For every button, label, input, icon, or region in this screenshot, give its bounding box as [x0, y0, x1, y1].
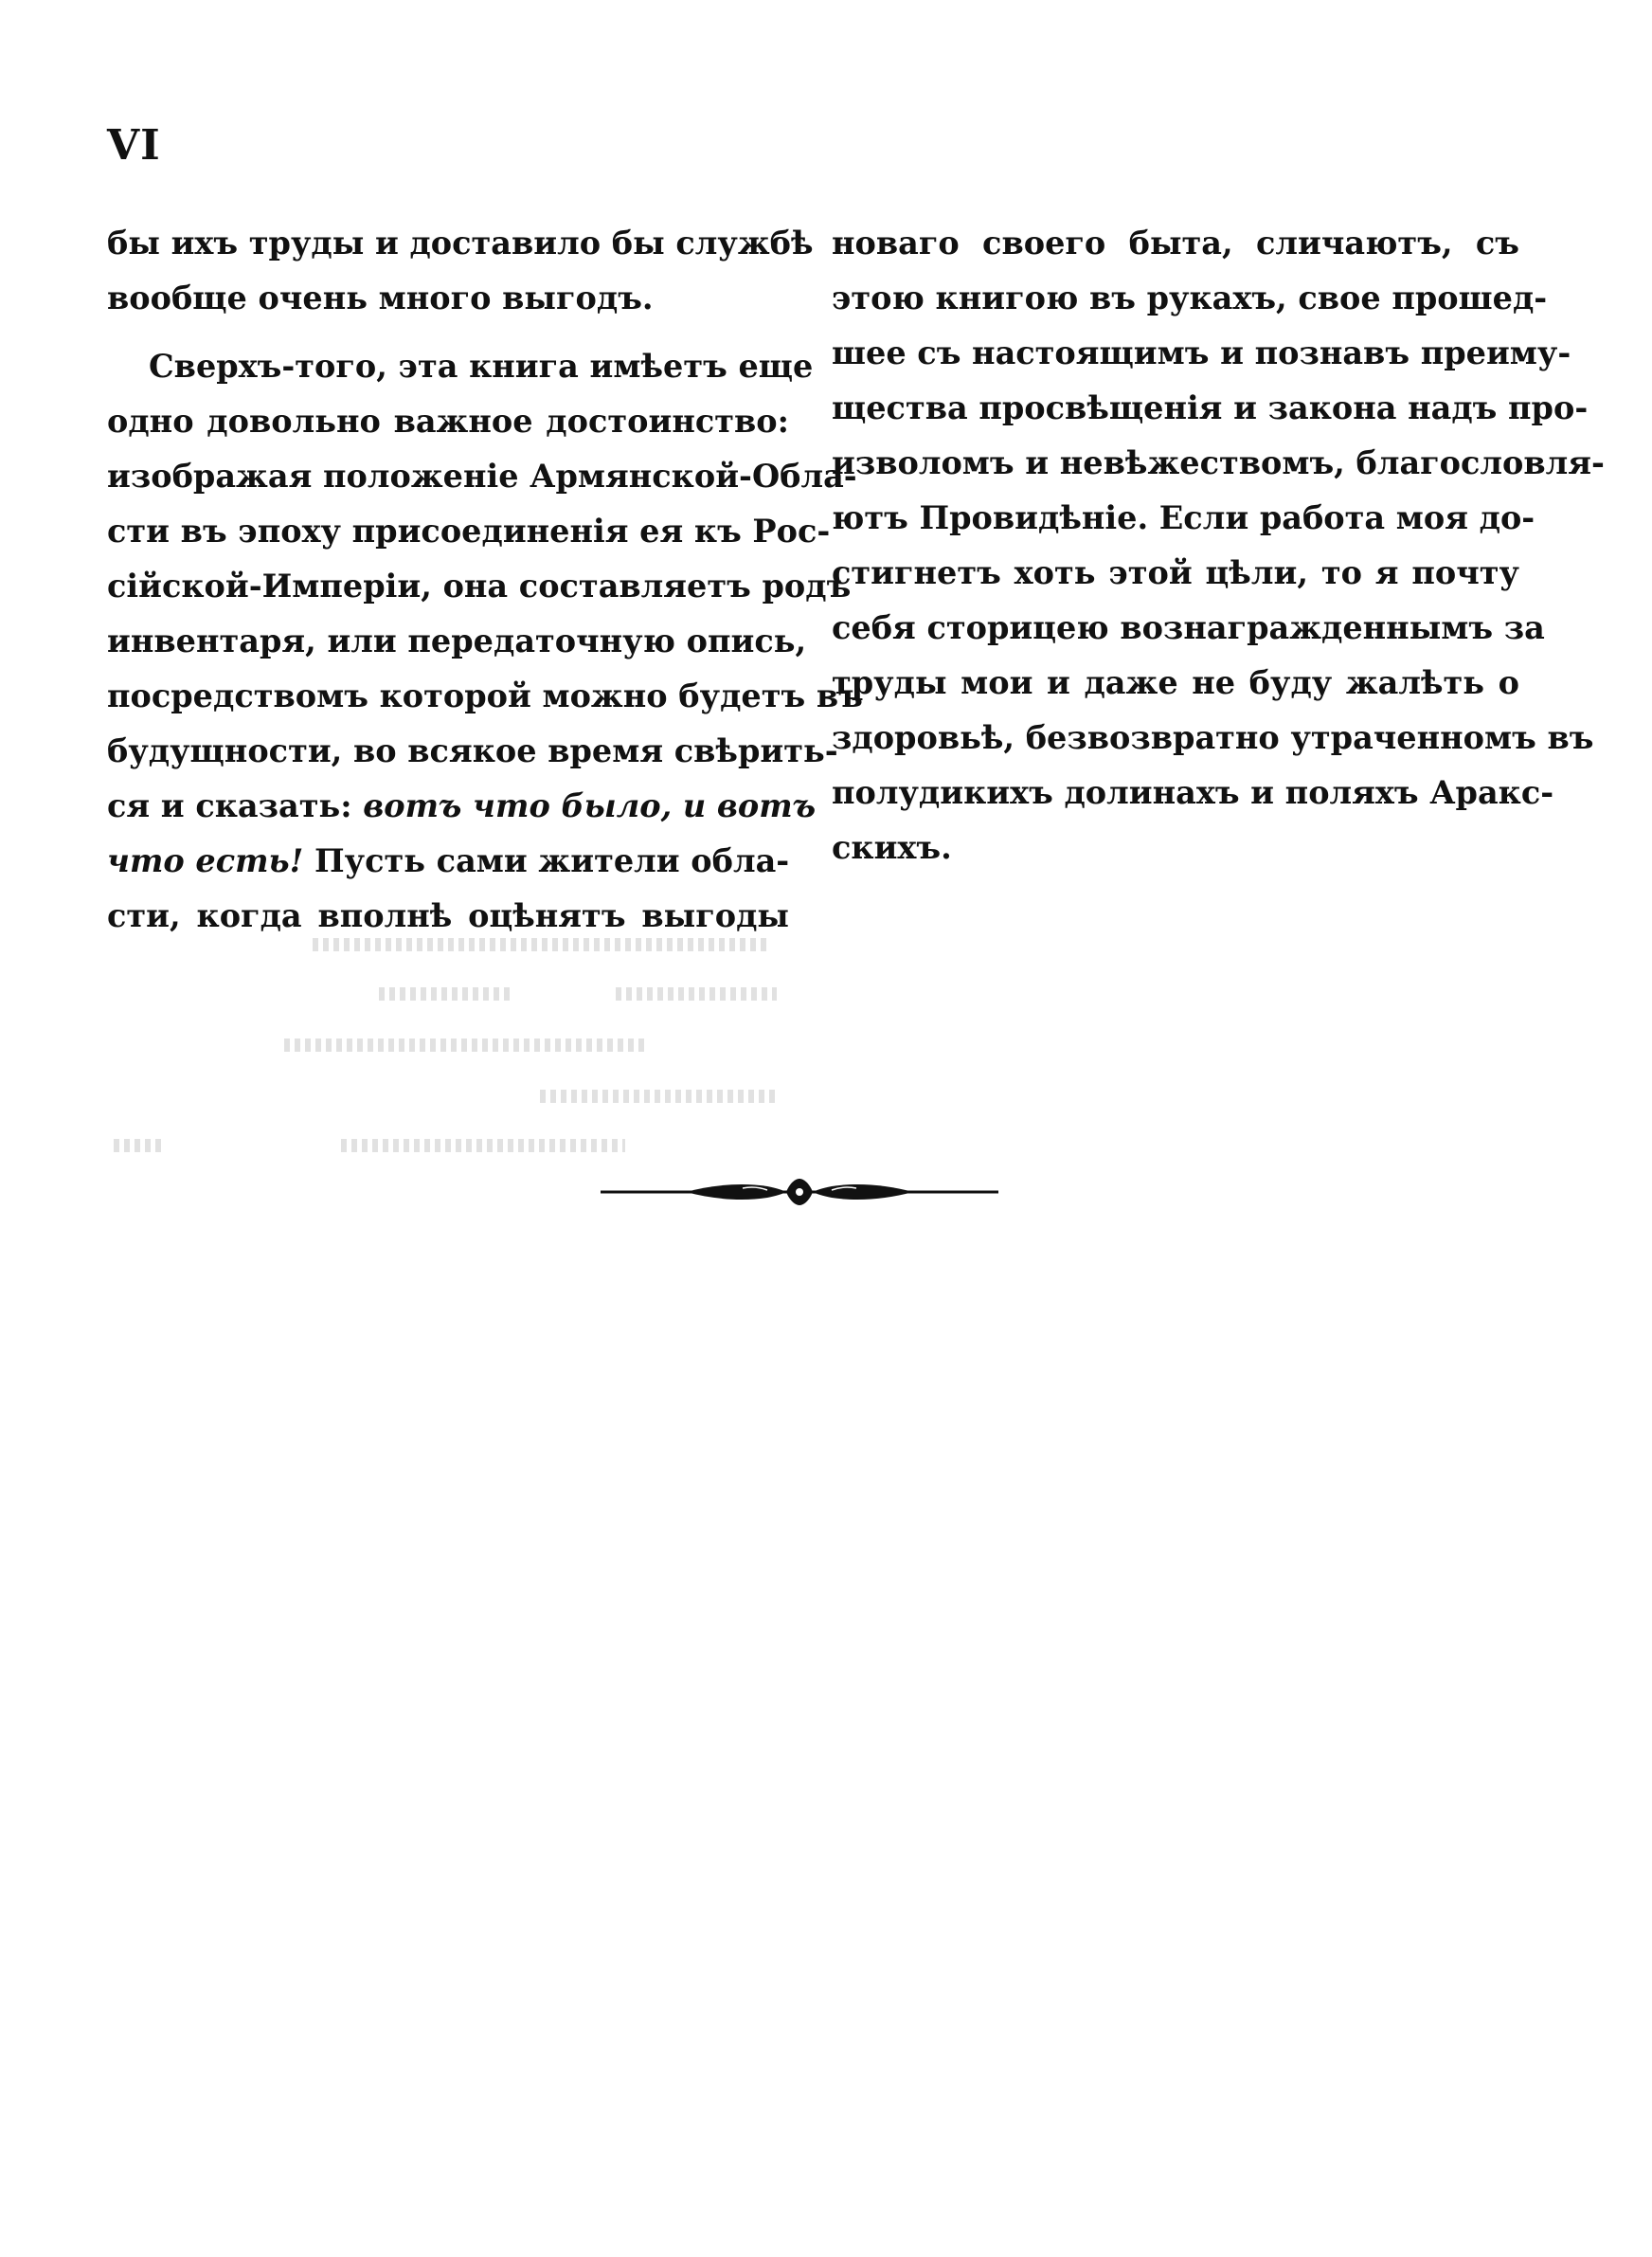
text-segment: Пусть сами жители обла- [314, 842, 790, 879]
text-line: новаго своего быта, сличаютъ, съ [832, 225, 1519, 262]
text-line: здоровьѣ, безвозвратно утраченномъ въ [832, 719, 1594, 756]
bleed-row [284, 1038, 644, 1052]
text-line: этою книгою въ рукахъ, свое прошед- [832, 280, 1548, 316]
text-line: скихъ. [832, 829, 952, 866]
bleed-row [341, 1139, 625, 1152]
italic-quote: что есть! [107, 842, 304, 879]
page-number: VI [107, 121, 161, 170]
text-line: себя сторицею вознагражденнымъ за [832, 609, 1545, 646]
text-line: бы ихъ труды и доставило бы службѣ [107, 225, 814, 262]
bleed-row [313, 938, 767, 951]
text-line: посредствомъ которой можно будетъ въ [107, 677, 863, 714]
left-column [107, 216, 863, 944]
text-line: изволомъ и невѣжествомъ, благословля- [832, 444, 1605, 481]
text-line: изображая положеніе Армянской-Обла- [107, 458, 857, 495]
bleed-row [540, 1090, 777, 1103]
text-line: сти въ эпоху присоединенія ея къ Рос- [107, 513, 831, 550]
text-line: будущности, во всякое время свѣрить- [107, 732, 838, 769]
text-line: полудикихъ долинахъ и поляхъ Аракс- [832, 774, 1554, 811]
text-line: одно довольно важное достоинство: [107, 403, 789, 440]
text-line: сійской-Имперіи, она составляетъ родъ [107, 568, 852, 605]
ornament-divider-icon [601, 1173, 998, 1211]
text-line: шее съ настоящимъ и познавъ преиму- [832, 334, 1571, 371]
text-line: вообще очень много выгодъ. [107, 280, 654, 316]
bleed-through-marks [284, 929, 796, 1175]
text-line: труды мои и даже не буду жалѣть о [832, 664, 1519, 701]
text-segment: ся и сказать: [107, 787, 352, 824]
text-line: стигнетъ хоть этой цѣли, то я почту [832, 554, 1519, 591]
text-line [107, 834, 789, 889]
text-line: ютъ Провидѣніе. Если работа моя до- [832, 499, 1535, 536]
bleed-row [616, 987, 777, 1001]
text-line: щества просвѣщенія и закона надъ про- [832, 389, 1589, 426]
italic-quote: вотъ что было, и вотъ [363, 787, 817, 824]
text-line [107, 779, 817, 834]
right-column [832, 216, 1605, 876]
text-line: Сверхъ-того, эта книга имѣетъ еще [149, 348, 814, 385]
text-line: сти, когда вполнѣ оцѣнятъ выгоды [107, 897, 789, 934]
bleed-row [114, 1139, 161, 1152]
text-line: инвентаря, или передаточную опись, [107, 623, 807, 659]
bleed-row [379, 987, 512, 1001]
